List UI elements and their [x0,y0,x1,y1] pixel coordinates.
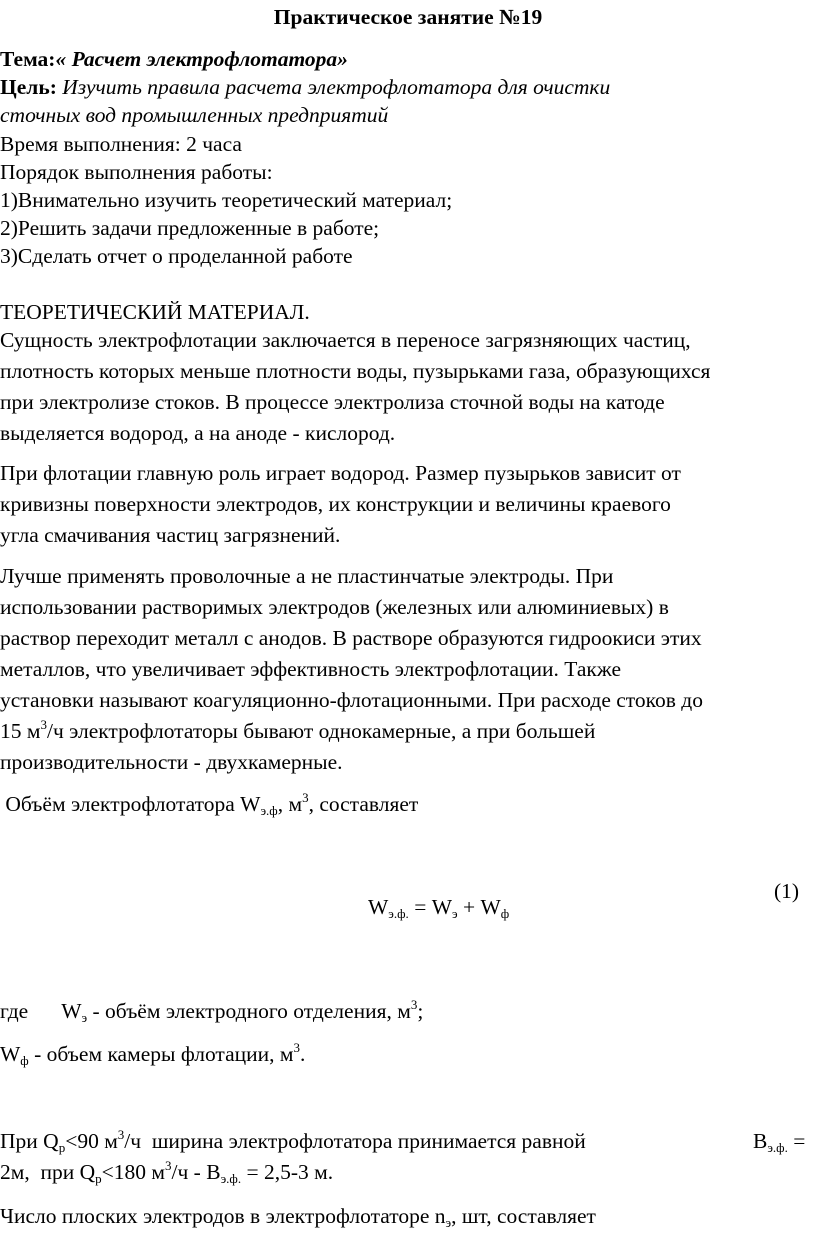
page-title: Практическое занятие №19 [273,5,543,29]
goal-text: Изучить правила расчета электрофлотатора для очистки [56,75,611,99]
topic-line [0,46,348,72]
p1-line: при электролизе стоков. В процессе электролиза сточной воды на катоде [0,390,665,414]
goal-line [0,74,610,100]
time-line: Время выполнения: 2 часа [0,132,242,156]
formula-1: $W_{э.ф.} = W_э + W_ф$ [368,895,510,921]
wf-line: $W_ф$ - объем камеры флотации, $м^3$. [0,1040,306,1068]
p1-line: выделяется водород, а на аноде - кислород. [0,421,396,445]
topic-value: « Расчет электрофлотатора» [55,47,348,71]
p1-line: плотность которых меньше плотности воды, пузырьками газа, образующихся [0,359,711,383]
p2-line: При флотации главную роль играет водород. Размер пузырьков зависит от [0,461,681,485]
formula-number: (1) [774,879,800,903]
q-line-1: При $Q_р<90$ $м^3/ч$ ширина электрофлотатора принимается равной [0,1127,586,1155]
p2-line: угла смачивания частиц загрязнений. [0,523,341,547]
p3-line: раствор переходит металл с анодов. В растворе образуются гидроокиси этих [0,626,702,650]
p2-line: кривизны поверхности электродов, их конструкции и величины краевого [0,492,671,516]
p3-line: установки называют коагуляционно-флотационными. При расходе стоков до [0,688,703,712]
p3-line: Лучше применять проволочные а не пластинчатые электроды. При [0,564,614,588]
theory-heading: ТЕОРЕТИЧЕСКИЙ МАТЕРИАЛ. [0,300,310,324]
p3-line: металлов, что увеличивает эффективность электрофлотации. Также [0,657,621,681]
goal-text-cont: сточных вод промышленных предприятий [0,103,389,127]
q-line-1-right: $В_{э.ф.}$ = [753,1129,806,1155]
step-1: 1)Внимательно изучить теоретический материал; [0,188,453,212]
p1-line: Сущность электрофлотации заключается в переносе загрязняющих частиц, [0,328,691,352]
volume-line: Объём электрофлотатора $W_{э.ф}$, $м^3$, составляет [0,790,419,818]
where-line: где $W_э$ - объём электродного отделения, $м^3$; [0,997,424,1025]
last-line: Число плоских электродов в электрофлотаторе $n_э$, шт, составляет [0,1204,596,1230]
topic-label: Тема: [0,47,56,71]
p3-line: 15 $м^3/ч$ электрофлотаторы бывают однокамерные, а при большей [0,717,596,743]
order-heading: Порядок выполнения работы: [0,160,273,184]
p3-line: использовании растворимых электродов (железных или алюминиевых) в [0,595,669,619]
goal-label: Цель: [0,75,57,99]
p3-line: производительности - двухкамерные. [0,750,343,774]
q-line-2: 2м, при $Q_р<180$ $м^3/ч - В_{э.ф.} = 2,5-3$ м. [0,1158,334,1186]
step-3: 3)Сделать отчет о проделанной работе [0,244,353,268]
step-2: 2)Решить задачи предложенные в работе; [0,216,380,240]
